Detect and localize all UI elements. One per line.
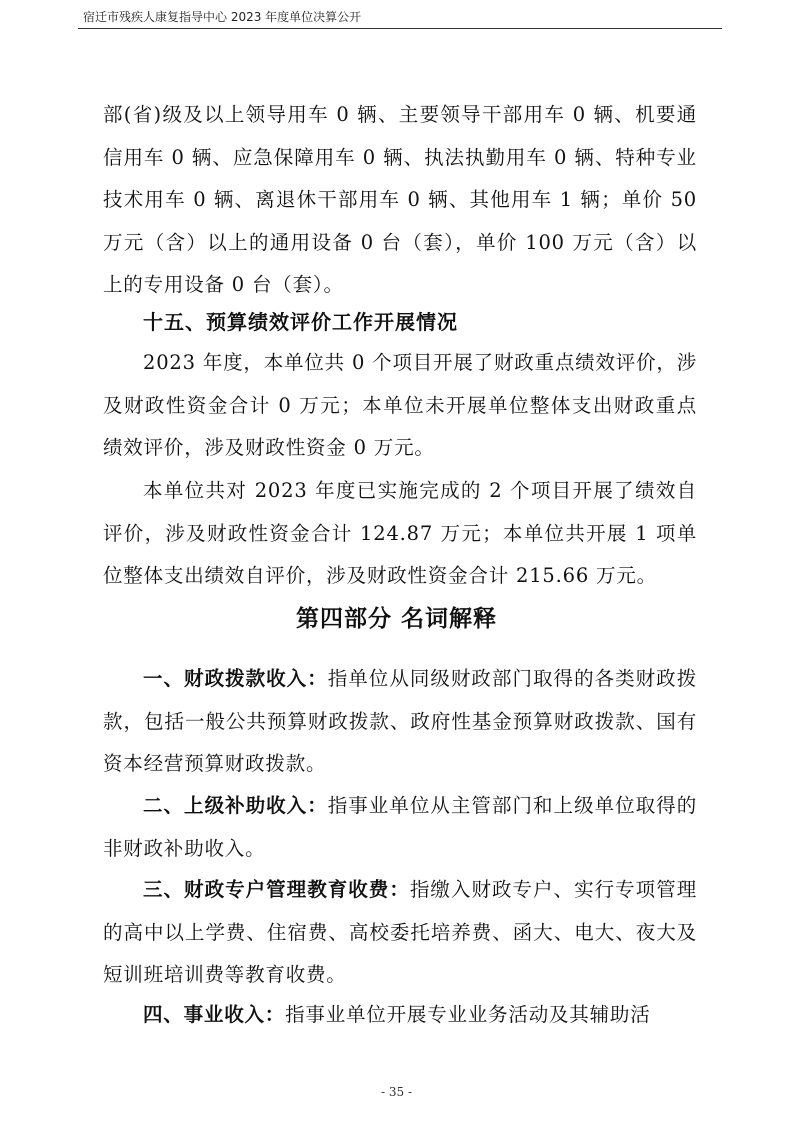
performance-paragraph-2: 本单位共对 2023 年度已实施完成的 2 个项目开展了绩效自评价，涉及财政性资金合计 124.87 万元；本单位共开展 1 项单位整体支出绩效自评价，涉及财政性资金合计 215.66 万元。 bbox=[103, 479, 697, 587]
term-definition: 指事业单位开展专业业务活动及其辅助活 bbox=[285, 1003, 651, 1026]
term-definition: 指缴入财政专户、实行专项管理的高中以上学费、住宿费、高校委托培养费、函大、电大、夜大及短训班培训费等教育收费。 bbox=[103, 878, 698, 986]
term-label: 四、事业收入： bbox=[143, 1003, 286, 1026]
term-item bbox=[103, 658, 697, 786]
performance-paragraph-1: 2023 年度，本单位共 0 个项目开展了财政重点绩效评价，涉及财政性资金合计 0 万元；本单位未开展单位整体支出财政重点绩效评价，涉及财政性资金 0 万元。 bbox=[103, 351, 697, 459]
term-definition: 指单位从同级财政部门取得的各类财政拨款，包括一般公共预算财政拨款、政府性基金预算财政拨款、国有资本经营预算财政拨款。 bbox=[103, 667, 698, 775]
term-item bbox=[103, 869, 697, 997]
term-label: 二、上级补助收入： bbox=[143, 794, 328, 817]
page-header: 宿迁市残疾人康复指导中心 2023 年度单位决算公开 bbox=[83, 10, 362, 24]
page-number: - 35 - bbox=[380, 1085, 412, 1099]
term-label: 三、财政专户管理教育收费： bbox=[143, 878, 410, 901]
term-definition: 指事业单位从主管部门和上级单位取得的非财政补助收入。 bbox=[103, 794, 698, 860]
term-item bbox=[103, 785, 697, 870]
term-item bbox=[103, 994, 697, 1037]
part-4-heading: 第四部分 名词解释 bbox=[295, 606, 497, 632]
term-label: 一、财政拨款收入： bbox=[143, 667, 328, 690]
vehicle-paragraph: 部(省)级及以上领导用车 0 辆、主要领导干部用车 0 辆、机要通信用车 0 辆、应急保障用车 0 辆、执法执勤用车 0 辆、特种专业技术用车 0 辆、离退休干部用车 0 辆、其他用车 1 辆；单价 50 万元（含）以上的通用设备 0 台（套），单价 100 万元（含）以上的专用设备 0 台（套）。 bbox=[103, 103, 697, 296]
header-divider bbox=[78, 28, 722, 29]
section-15-heading: 十五、预算绩效评价工作开展情况 bbox=[143, 310, 458, 334]
